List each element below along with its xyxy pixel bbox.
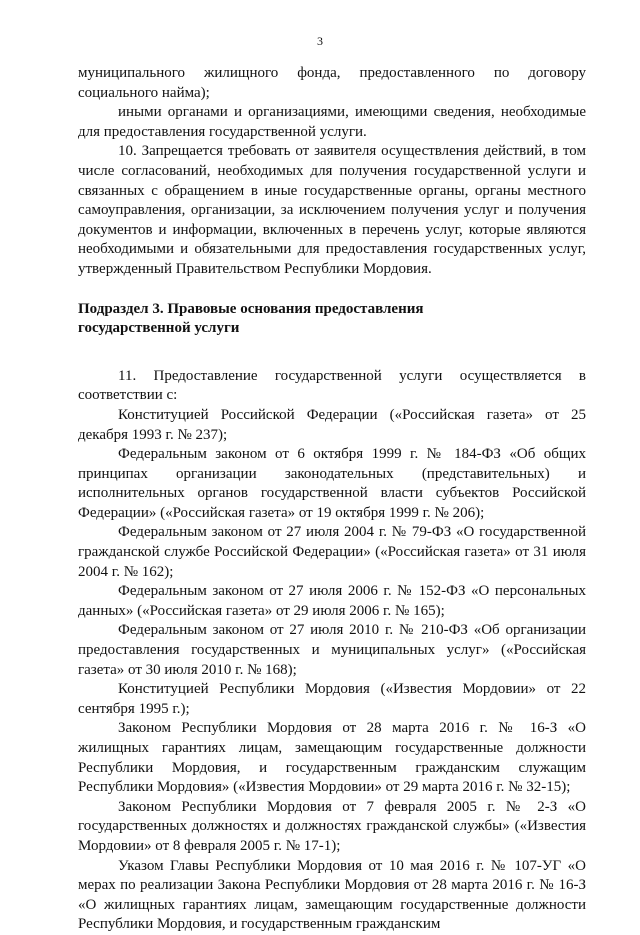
paragraph: муниципального жилищного фонда, предоставленного по договору социального найма);	[78, 65, 586, 101]
legal-basis-item: Федеральным законом от 27 июля 2006 г. № 152-ФЗ «О персональных данных» («Российская газета» от 29 июля 2006 г. № 165);	[78, 583, 586, 619]
legal-basis-item: Конституцией Республики Мордовия («Известия Мордовии» от 22 сентября 1995 г.);	[78, 681, 586, 717]
paragraph-item-10: 10. Запрещается требовать от заявителя осуществления действий, в том числе согласований, необходимых для получения государственной услуги и связанных с обращением в иные государственные органы, органы местного самоуправления, организации, за исключением получения услуг и получения документов и информации, включенных в перечень услуг, которые являются необходимыми и обязательными для предоставления государственных услуг, утвержденный Правительством Республики Мордовия.	[78, 143, 586, 277]
legal-basis-item: Законом Республики Мордовия от 28 марта 2016 г. № 16-З «О жилищных гарантиях лицам, замещающим государственные должности Республики Мордовия, и государственным гражданским служащим Республики Мордовия» («Известия Мордовии» от 29 марта 2016 г. № 32-15);	[78, 720, 586, 796]
section-heading	[78, 300, 586, 339]
legal-basis-item: Федеральным законом от 27 июля 2004 г. № 79-ФЗ «О государственной гражданской службе Российской Федерации» («Российская газета» от 31 июля 2004 г. № 162);	[78, 524, 586, 580]
paragraph-item-11: 11. Предоставление государственной услуги осуществляется в соответствии с:	[78, 367, 586, 404]
legal-basis-item: Конституцией Российской Федерации («Российская газета» от 25 декабря 1993 г. № 237);	[78, 406, 586, 443]
legal-basis-item: Федеральным законом от 6 октября 1999 г. № 184-ФЗ «Об общих принципах организации законодательных (представительных) и исполнительных органов государственной власти субъектов Российской Федерации» («Российская газета» от 19 октября 1999 г. № 206);	[78, 446, 586, 521]
legal-basis-item: Федеральным законом от 27 июля 2010 г. № 210-ФЗ «Об организации предоставления государственных и муниципальных услуг» («Российская газета» от 30 июля 2010 г. № 168);	[78, 622, 586, 678]
legal-basis-item: Законом Республики Мордовия от 7 февраля 2005 г. № 2-З «О государственных должностях и должностях гражданской службы» («Известия Мордовии» от 8 февраля 2005 г. № 17-1);	[78, 798, 586, 854]
paragraph: иными органами и организациями, имеющими сведения, необходимые для предоставления государственной услуги.	[78, 104, 586, 140]
page-number: 3	[317, 34, 323, 48]
section-heading-line-2: государственной услуги	[78, 320, 240, 337]
legal-basis-item: Указом Главы Республики Мордовия от 10 мая 2016 г. № 107-УГ «О мерах по реализации Закона Республики Мордовия от 28 марта 2016 г. № 16-З «О жилищных гарантиях лицам, замещающим государственные должности Республики Мордовия, и государственным гражданским	[78, 857, 586, 933]
document-body	[78, 64, 586, 935]
section-heading-line-1: Подраздел 3. Правовые основания предоставления	[78, 300, 424, 317]
